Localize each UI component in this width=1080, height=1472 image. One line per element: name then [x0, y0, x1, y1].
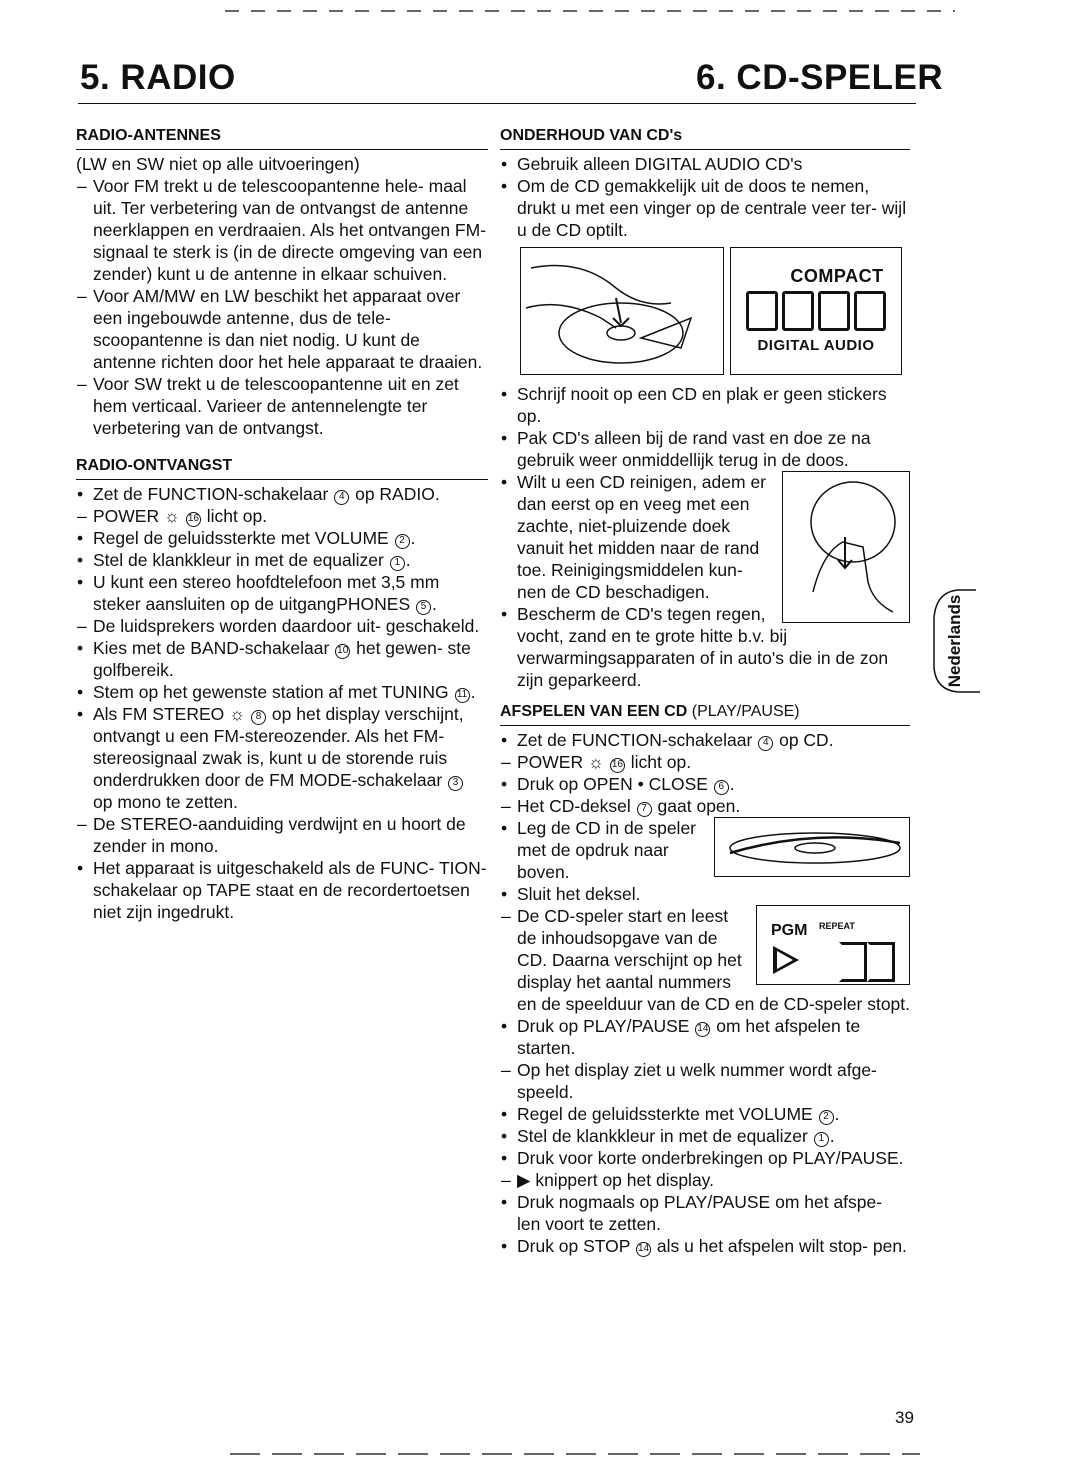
list-item: • Sluit het deksel. [501, 884, 641, 904]
section-heading-afspelen: AFSPELEN VAN EEN CD (PLAY/PAUSE) [500, 701, 910, 726]
list-item: • Druk op PLAY/PAUSE 14 om het afspelen te starten. [501, 1016, 861, 1058]
cd-removal-illustration [520, 247, 724, 375]
callout-number: 1 [814, 1132, 829, 1147]
list-item: • Regel de geluidssterkte met VOLUME 2 . [501, 1104, 840, 1124]
chapter-title-cd-speler: 6. CD-SPELER [696, 58, 944, 97]
right-column [500, 125, 910, 1257]
list-item: • Gebruik alleen DIGITAL AUDIO CD's [501, 154, 803, 174]
list-item: • Stel de klankkleur in met de equalizer 1 . [501, 1126, 835, 1146]
list-item: – Voor AM/MW en LW beschikt het apparaat over een ingebouwde antenne, dus de tele- scoopantenne is dan niet nodig. U kunt de antenne richten door het hele apparaat te draaien. [77, 286, 483, 372]
left-column [76, 125, 488, 923]
section-heading-onderhoud: ONDERHOUD VAN CD's [500, 125, 910, 150]
cd-figures-row [520, 247, 910, 375]
logo-compact-text: COMPACT [790, 266, 884, 286]
list-item: – De CD-speler start en leest de inhoudsopgave van de CD. Daarna verschijnt op het display het aantal nummers en de speelduur van de CD en de CD-speler stopt. [501, 906, 911, 1014]
list-item: • Kies met de BAND-schakelaar 10 het gewen- ste golfbereik. [77, 638, 471, 680]
callout-number: 14 [636, 1242, 651, 1257]
callout-number: 7 [637, 802, 652, 817]
display-repeat-label: REPEAT [819, 921, 855, 931]
list-item: – POWER ☼ 16 licht op. [501, 752, 692, 772]
list-item: – Op het display ziet u welk nummer wordt afge- speeld. [501, 1060, 877, 1102]
scan-dash-line-bottom [230, 1453, 920, 1455]
list-item: – Het CD-deksel 7 gaat open. [501, 796, 741, 816]
hand-cd-icon [521, 248, 723, 374]
callout-number: 8 [251, 710, 266, 725]
list-item: • Om de CD gemakkelijk uit de doos te nemen, drukt u met een vinger op de centrale veer ter- wijl u de CD optilt. [501, 176, 907, 240]
callout-number: 11 [455, 688, 470, 703]
list-item: • Als FM STEREO ☼ 8 op het display verschijnt, ontvangt u een FM-stereozender. Als het FM-stereosignaal zwak is, kunt u de storende ruis onderdrukken door de FM MODE-schakelaar 3 op mono te zetten. [77, 704, 464, 812]
chapter-title-radio: 5. RADIO [80, 58, 236, 97]
disc-logo-icon [746, 291, 886, 331]
callout-number: 4 [758, 736, 773, 751]
callout-number: 2 [819, 1110, 834, 1125]
antennes-intro: (LW en SW niet op alle uitvoeringen) [76, 154, 360, 174]
scan-dash-line-top [225, 10, 955, 12]
callout-number: 5 [416, 600, 431, 615]
list-item: – ▶ knippert op het display. [501, 1170, 714, 1190]
callout-number: 10 [335, 644, 350, 659]
list-item: • Schrijf nooit op een CD en plak er geen stickers op. [501, 384, 887, 426]
list-item: • Druk nogmaals op PLAY/PAUSE om het afspe- len voort te zetten. [501, 1192, 883, 1234]
list-item: – Voor FM trekt u de telescoopantenne hele- maal uit. Ter verbetering van de ontvangst de antenne neerklappen en verdraaien. Als het ontvangen FM-signaal te sterk is (in de directe omgeving van een zender) kunt u de antenne in elkaar schuiven. [77, 176, 487, 284]
list-item: – De luidsprekers worden daardoor uit- geschakeld. [77, 616, 480, 636]
list-item: • Druk op OPEN • CLOSE 6 . [501, 774, 735, 794]
list-item: – De STEREO-aanduiding verdwijnt en u hoort de zender in mono. [77, 814, 466, 856]
list-item: • Stel de klankkleur in met de equalizer 1 . [77, 550, 411, 570]
list-item: • Regel de geluidssterkte met VOLUME 2 . [77, 528, 416, 548]
callout-number: 1 [390, 556, 405, 571]
language-tab-label: Nederlands [945, 594, 964, 688]
list-item: • Zet de FUNCTION-schakelaar 4 op CD. [501, 730, 834, 750]
callout-number: 4 [334, 490, 349, 505]
callout-number: 3 [448, 776, 463, 791]
list-item: • Stem op het gewenste station af met TUNING 11 . [77, 682, 476, 702]
list-item: • Bescherm de CD's tegen regen, vocht, zand en te grote hitte b.v. bij verwarmingsapparaten of in auto's die in de zon zijn geparkeerd. [501, 604, 889, 690]
list-item: • Druk voor korte onderbrekingen op PLAY/PAUSE. [501, 1148, 904, 1168]
page-number: 39 [895, 1408, 914, 1427]
display-pgm-label: PGM [771, 922, 808, 939]
list-item: • U kunt een stereo hoofdtelefoon met 3,5 mm steker aansluiten op de uitgangPHONES 5 . [77, 572, 440, 614]
callout-number: 16 [610, 758, 625, 773]
list-item: • Wilt u een CD reinigen, adem er dan eerst op en veeg met een zachte, niet-pluizende doek vanuit het midden naar de rand toe. Reinigingsmiddelen kun- nen de CD beschadigen. [501, 472, 766, 602]
list-item: • Pak CD's alleen bij de rand vast en doe ze na gebruik weer onmiddellijk terug in de doos. [501, 428, 871, 470]
compact-disc-logo [730, 247, 902, 375]
callout-number: 2 [395, 534, 410, 549]
section-heading-radio-ontvangst: RADIO-ONTVANGST [76, 455, 488, 480]
list-item: – POWER ☼ 16 licht op. [77, 506, 268, 526]
list-item: • Druk op STOP 14 als u het afspelen wilt stop- pen. [501, 1236, 907, 1256]
callout-number: 16 [186, 512, 201, 527]
logo-digital-audio-text: DIGITAL AUDIO [757, 337, 875, 354]
list-item: • Het apparaat is uitgeschakeld als de FUNC- TION-schakelaar op TAPE staat en de recordertoetsen niet zijn ingedrukt. [77, 858, 487, 922]
section-heading-radio-antennes: RADIO-ANTENNES [76, 125, 488, 150]
callout-number: 14 [695, 1022, 710, 1037]
list-item: • Leg de CD in de speler met de opdruk naar boven. [501, 818, 696, 882]
list-item: • Zet de FUNCTION-schakelaar 4 op RADIO. [77, 484, 440, 504]
list-item: – Voor SW trekt u de telescoopantenne uit en zet hem verticaal. Varieer de antennelengte ter verbetering van de ontvangst. [77, 374, 459, 438]
callout-number: 6 [714, 780, 729, 795]
header-rule [78, 103, 916, 104]
